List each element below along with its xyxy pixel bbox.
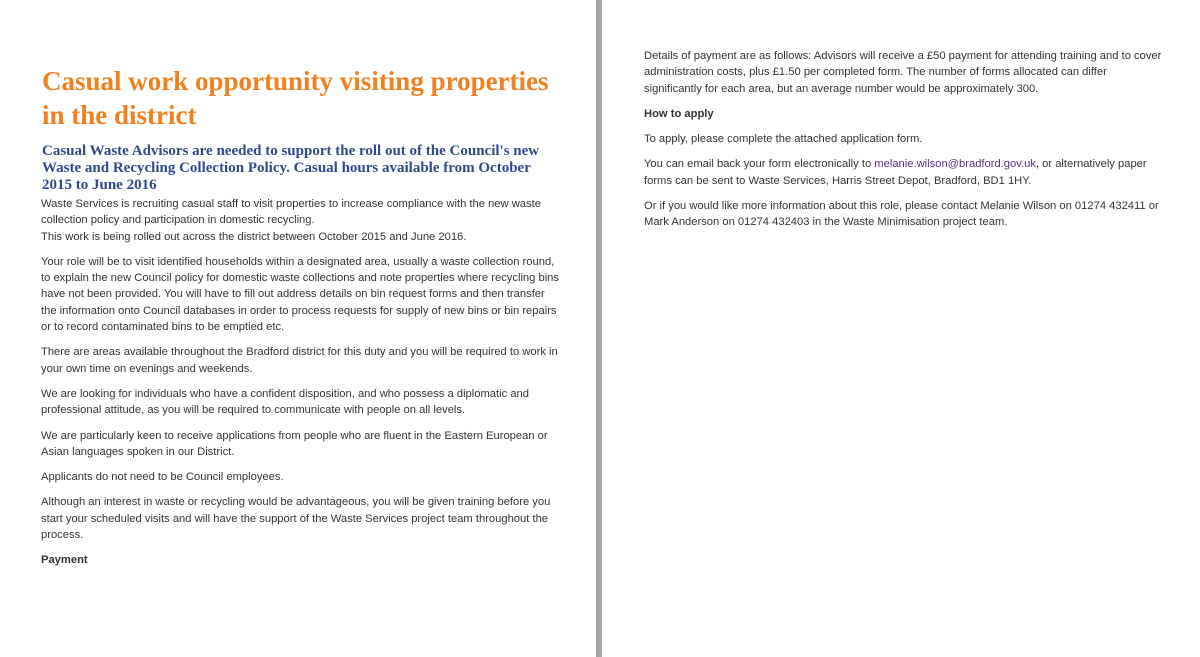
intro-block [41, 196, 561, 245]
right-body [644, 48, 1164, 240]
contact-paragraph: Or if you would like more information about this role, please contact Melanie Wilson on 01274 432411 or Mark Anderson on 01274 432403 in the Waste Minimisation project team. [644, 200, 1159, 229]
role-paragraph: Your role will be to visit identified households within a designated area, usually a waste collection round, to explain the new Council policy for domestic waste collections and note properties where recycling bins have not been provided. You will have to fill out address details on bin request forms and then transfer the information onto Council databases in order to process requests for supply of new bins or bin repairs or to record contaminated bins to be emptied etc. [41, 255, 560, 334]
intro-line-2: This work is being rolled out across the district between October 2015 and June 2016. [41, 230, 467, 243]
languages-paragraph: We are particularly keen to receive applications from people who are fluent in the Eastern European or Asian languages spoken in our District. [41, 429, 548, 458]
left-body [41, 196, 561, 578]
email-link[interactable]: melanie.wilson@bradford.gov.uk [874, 158, 1036, 171]
areas-paragraph: There are areas available throughout the Bradford district for this duty and you will be required to work in your own time on evenings and weekends. [41, 346, 558, 375]
training-paragraph: Although an interest in waste or recycling would be advantageous, you will be given training before you start your scheduled visits and will have the support of the Waste Services project team throughout the process. [41, 496, 551, 542]
payment-heading: Payment [41, 554, 88, 567]
individuals-paragraph: We are looking for individuals who have a confident disposition, and who possess a diplomatic and professional attitude, as you will be required to communicate with people on all levels. [41, 387, 529, 417]
page-subtitle: Casual Waste Advisors are needed to support the roll out of the Council's new Waste and Recycling Collection Policy. Casual hours available from October 2015 to June 2016 [42, 143, 540, 193]
intro-line-1: Waste Services is recruiting casual staff to visit properties to increase compliance with the new waste collection policy and participation in domestic recycling. [41, 198, 541, 227]
apply-heading: How to apply [644, 107, 714, 120]
page-title: Casual work opportunity visiting properties in the district [42, 66, 549, 130]
email-prefix: You can email back your form electronically to [644, 158, 875, 171]
email-paragraph [644, 156, 1164, 189]
left-page [0, 0, 596, 657]
email-suffix: , or alternatively paper forms can be sent to Waste Services, Harris Street Depot, Bradford, BD1 1HY. [644, 158, 1147, 187]
applicants-paragraph: Applicants do not need to be Council employees. [41, 471, 284, 484]
right-page [602, 0, 1200, 657]
apply-paragraph: To apply, please complete the attached application form. [644, 133, 923, 146]
payment-details-paragraph: Details of payment are as follows: Advisors will receive a £50 payment for attending training and to cover administration costs, plus £1.50 per completed form. The number of forms allocated can differ significantly for each area, but an average number would be approximately 300. [644, 50, 1162, 95]
